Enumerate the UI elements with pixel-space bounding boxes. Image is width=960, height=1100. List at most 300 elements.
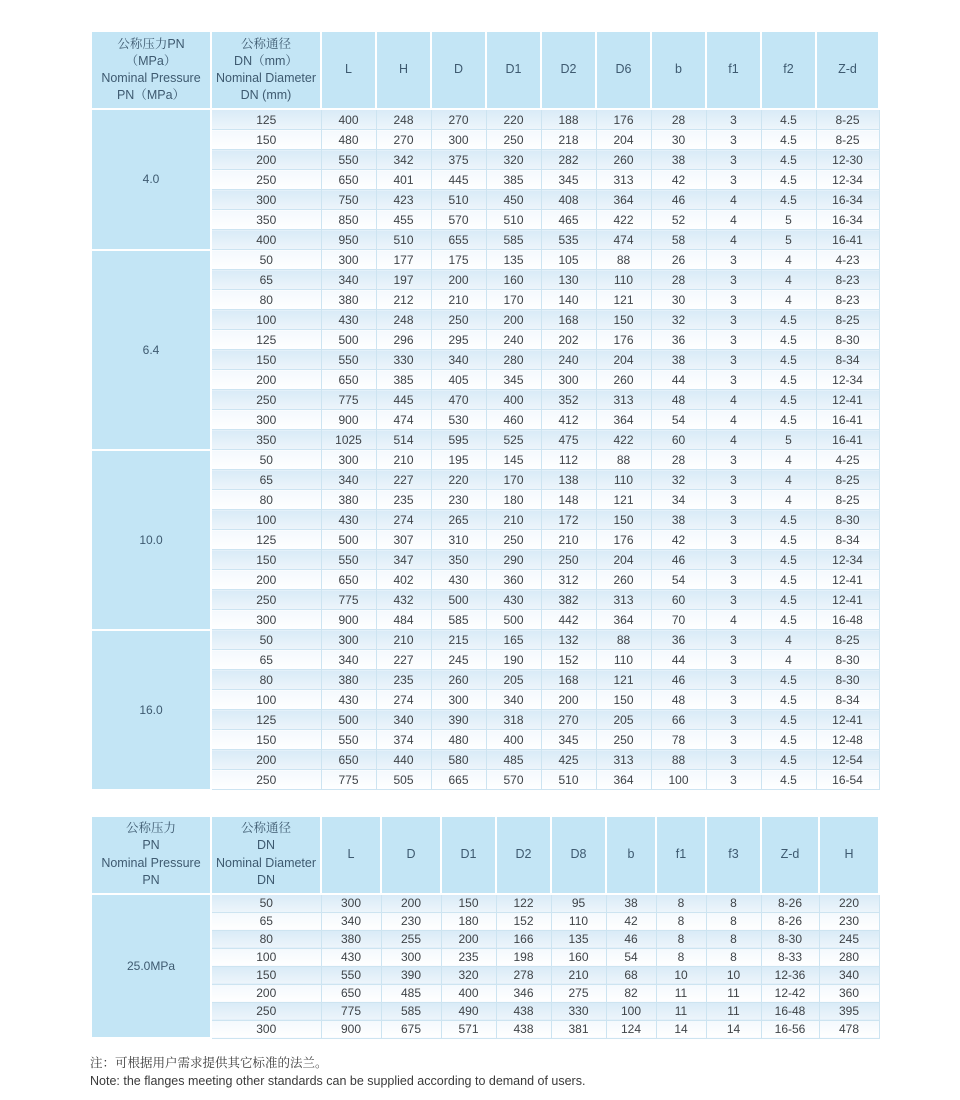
value-cell: 54: [606, 948, 656, 966]
value-cell: 3: [706, 290, 761, 310]
value-cell: 675: [381, 1020, 441, 1038]
value-cell: 346: [496, 984, 551, 1002]
value-cell: 525: [486, 430, 541, 450]
value-cell: 218: [541, 130, 596, 150]
header-line: DN: [256, 872, 276, 887]
value-cell: 16-34: [816, 210, 879, 230]
value-cell: 274: [376, 690, 431, 710]
value-cell: 4.5: [761, 730, 816, 750]
value-cell: 412: [541, 410, 596, 430]
value-cell: 11: [706, 984, 761, 1002]
value-cell: 278: [496, 966, 551, 984]
value-cell: 395: [819, 1002, 879, 1020]
value-cell: 950: [321, 230, 376, 250]
value-cell: 60: [651, 430, 706, 450]
value-cell: 405: [431, 370, 486, 390]
value-cell: 260: [596, 570, 651, 590]
value-cell: 350: [431, 550, 486, 570]
value-cell: 360: [819, 984, 879, 1002]
value-cell: 130: [541, 270, 596, 290]
value-cell: 3: [706, 250, 761, 270]
value-cell: 204: [596, 350, 651, 370]
value-cell: 44: [651, 650, 706, 670]
value-cell: 227: [376, 470, 431, 490]
value-cell: 570: [486, 770, 541, 790]
value-cell: 4.5: [761, 590, 816, 610]
value-cell: 8-23: [816, 290, 879, 310]
value-cell: 140: [541, 290, 596, 310]
value-cell: 3: [706, 470, 761, 490]
value-cell: 58: [651, 230, 706, 250]
value-cell: 30: [651, 130, 706, 150]
dn-cell: 65: [211, 270, 321, 290]
value-cell: 4.5: [761, 510, 816, 530]
value-cell: 11: [656, 984, 706, 1002]
value-cell: 180: [441, 912, 496, 930]
value-cell: 280: [819, 948, 879, 966]
value-cell: 4.5: [761, 170, 816, 190]
value-cell: 595: [431, 430, 486, 450]
diameter-column-header: [211, 31, 321, 109]
header-line: PN: [142, 872, 160, 887]
value-cell: 220: [486, 109, 541, 130]
dn-cell: 150: [211, 550, 321, 570]
value-cell: 478: [819, 1020, 879, 1038]
value-cell: 166: [496, 930, 551, 948]
value-cell: 490: [441, 1002, 496, 1020]
value-cell: 3: [706, 490, 761, 510]
value-cell: 270: [431, 109, 486, 130]
value-cell: 3: [706, 770, 761, 790]
value-cell: 430: [486, 590, 541, 610]
value-cell: 16-41: [816, 410, 879, 430]
value-cell: 775: [321, 390, 376, 410]
value-cell: 535: [541, 230, 596, 250]
value-cell: 442: [541, 610, 596, 630]
value-cell: 122: [496, 894, 551, 913]
column-header-D8: D8: [551, 816, 606, 894]
column-header-D6: D6: [596, 31, 651, 109]
dn-cell: 250: [211, 390, 321, 410]
value-cell: 3: [706, 350, 761, 370]
value-cell: 200: [441, 930, 496, 948]
value-cell: 150: [596, 510, 651, 530]
value-cell: 385: [486, 170, 541, 190]
column-header-D: D: [381, 816, 441, 894]
value-cell: 68: [606, 966, 656, 984]
value-cell: 318: [486, 710, 541, 730]
value-cell: 3: [706, 590, 761, 610]
diameter-column-header: [211, 816, 321, 894]
dn-cell: 400: [211, 230, 321, 250]
value-cell: 900: [321, 410, 376, 430]
value-cell: 3: [706, 710, 761, 730]
value-cell: 250: [431, 310, 486, 330]
value-cell: 340: [321, 470, 376, 490]
value-cell: 550: [321, 730, 376, 750]
value-cell: 5: [761, 430, 816, 450]
value-cell: 340: [486, 690, 541, 710]
value-cell: 320: [441, 966, 496, 984]
value-cell: 300: [381, 948, 441, 966]
value-cell: 650: [321, 984, 381, 1002]
value-cell: 220: [431, 470, 486, 490]
value-cell: 165: [486, 630, 541, 650]
table-row: [91, 894, 879, 913]
value-cell: 12-36: [761, 966, 819, 984]
value-cell: 312: [541, 570, 596, 590]
value-cell: 390: [431, 710, 486, 730]
value-cell: 430: [321, 690, 376, 710]
value-cell: 340: [376, 710, 431, 730]
table-row: [91, 450, 879, 470]
pressure-group-cell: 25.0MPa: [91, 894, 211, 1039]
value-cell: 340: [321, 270, 376, 290]
value-cell: 4: [761, 290, 816, 310]
value-cell: 3: [706, 690, 761, 710]
value-cell: 100: [651, 770, 706, 790]
value-cell: 8-34: [816, 350, 879, 370]
value-cell: 4: [706, 230, 761, 250]
column-header-D2: D2: [541, 31, 596, 109]
value-cell: 145: [486, 450, 541, 470]
value-cell: 12-34: [816, 550, 879, 570]
value-cell: 460: [486, 410, 541, 430]
value-cell: 585: [486, 230, 541, 250]
value-cell: 12-42: [761, 984, 819, 1002]
value-cell: 4.5: [761, 330, 816, 350]
value-cell: 95: [551, 894, 606, 913]
value-cell: 88: [596, 250, 651, 270]
value-cell: 342: [376, 150, 431, 170]
value-cell: 121: [596, 670, 651, 690]
footnote: [90, 1054, 878, 1090]
value-cell: 4: [761, 630, 816, 650]
value-cell: 585: [431, 610, 486, 630]
value-cell: 500: [321, 530, 376, 550]
table-row: [91, 250, 879, 270]
dn-cell: 150: [211, 130, 321, 150]
value-cell: 48: [651, 390, 706, 410]
table-row: [91, 109, 879, 130]
value-cell: 3: [706, 330, 761, 350]
value-cell: 4-23: [816, 250, 879, 270]
value-cell: 4.5: [761, 570, 816, 590]
column-header-L: L: [321, 31, 376, 109]
value-cell: 4: [761, 490, 816, 510]
value-cell: 340: [321, 912, 381, 930]
value-cell: 110: [596, 650, 651, 670]
pressure-column-header: [91, 816, 211, 894]
value-cell: 475: [541, 430, 596, 450]
value-cell: 26: [651, 250, 706, 270]
value-cell: 4.5: [761, 350, 816, 370]
value-cell: 42: [651, 170, 706, 190]
value-cell: 138: [541, 470, 596, 490]
value-cell: 5: [761, 210, 816, 230]
value-cell: 28: [651, 270, 706, 290]
value-cell: 3: [706, 109, 761, 130]
value-cell: 88: [596, 450, 651, 470]
value-cell: 235: [376, 490, 431, 510]
value-cell: 571: [441, 1020, 496, 1038]
value-cell: 655: [431, 230, 486, 250]
value-cell: 195: [431, 450, 486, 470]
value-cell: 380: [321, 490, 376, 510]
value-cell: 8-30: [816, 670, 879, 690]
value-cell: 3: [706, 130, 761, 150]
value-cell: 46: [606, 930, 656, 948]
value-cell: 3: [706, 650, 761, 670]
dn-cell: 50: [211, 250, 321, 270]
value-cell: 10: [706, 966, 761, 984]
value-cell: 170: [486, 470, 541, 490]
table-row: [91, 630, 879, 650]
value-cell: 422: [596, 430, 651, 450]
dn-cell: 125: [211, 710, 321, 730]
value-cell: 34: [651, 490, 706, 510]
value-cell: 484: [376, 610, 431, 630]
value-cell: 296: [376, 330, 431, 350]
header-line: 公称通径: [240, 36, 291, 51]
dn-cell: 100: [211, 310, 321, 330]
value-cell: 14: [656, 1020, 706, 1038]
value-cell: 300: [431, 690, 486, 710]
value-cell: 347: [376, 550, 431, 570]
value-cell: 313: [596, 390, 651, 410]
value-cell: 46: [651, 190, 706, 210]
value-cell: 650: [321, 370, 376, 390]
column-header-D1: D1: [441, 816, 496, 894]
footnote-chinese: 注：可根据用户需求提供其它标准的法兰。: [90, 1056, 328, 1070]
value-cell: 230: [819, 912, 879, 930]
value-cell: 8-23: [816, 270, 879, 290]
value-cell: 8: [656, 948, 706, 966]
value-cell: 250: [596, 730, 651, 750]
value-cell: 438: [496, 1002, 551, 1020]
value-cell: 364: [596, 770, 651, 790]
value-cell: 36: [651, 630, 706, 650]
value-cell: 570: [431, 210, 486, 230]
dn-cell: 200: [211, 570, 321, 590]
value-cell: 485: [486, 750, 541, 770]
value-cell: 3: [706, 670, 761, 690]
value-cell: 38: [651, 510, 706, 530]
value-cell: 8: [706, 948, 761, 966]
value-cell: 16-34: [816, 190, 879, 210]
value-cell: 105: [541, 250, 596, 270]
value-cell: 510: [541, 770, 596, 790]
value-cell: 381: [551, 1020, 606, 1038]
value-cell: 300: [321, 250, 376, 270]
value-cell: 54: [651, 410, 706, 430]
dn-cell: 150: [211, 966, 321, 984]
value-cell: 210: [551, 966, 606, 984]
value-cell: 390: [381, 966, 441, 984]
value-cell: 270: [376, 130, 431, 150]
column-header-D: D: [431, 31, 486, 109]
value-cell: 46: [651, 670, 706, 690]
dn-cell: 80: [211, 490, 321, 510]
flange-dimension-table-2: [90, 815, 880, 1040]
value-cell: 650: [321, 570, 376, 590]
value-cell: 3: [706, 750, 761, 770]
value-cell: 176: [596, 530, 651, 550]
value-cell: 180: [486, 490, 541, 510]
column-header-f1: f1: [706, 31, 761, 109]
value-cell: 190: [486, 650, 541, 670]
value-cell: 3: [706, 570, 761, 590]
value-cell: 12-34: [816, 170, 879, 190]
header-line: Nominal Diameter: [215, 855, 317, 870]
footnote-english: Note: the flanges meeting other standards can be supplied according to demand of users.: [90, 1074, 586, 1089]
value-cell: 11: [706, 1002, 761, 1020]
value-cell: 175: [431, 250, 486, 270]
value-cell: 168: [541, 670, 596, 690]
value-cell: 585: [381, 1002, 441, 1020]
value-cell: 202: [541, 330, 596, 350]
value-cell: 374: [376, 730, 431, 750]
value-cell: 330: [551, 1002, 606, 1020]
value-cell: 445: [376, 390, 431, 410]
value-cell: 135: [551, 930, 606, 948]
value-cell: 530: [431, 410, 486, 430]
pressure-column-header: [91, 31, 211, 109]
value-cell: 245: [431, 650, 486, 670]
header-line: （MPa）: [125, 53, 177, 68]
value-cell: 148: [541, 490, 596, 510]
value-cell: 28: [651, 109, 706, 130]
value-cell: 380: [321, 670, 376, 690]
value-cell: 255: [381, 930, 441, 948]
value-cell: 212: [376, 290, 431, 310]
dn-cell: 150: [211, 730, 321, 750]
value-cell: 295: [431, 330, 486, 350]
value-cell: 100: [606, 1002, 656, 1020]
value-cell: 8-25: [816, 630, 879, 650]
value-cell: 48: [651, 690, 706, 710]
value-cell: 16-48: [816, 610, 879, 630]
value-cell: 248: [376, 310, 431, 330]
dn-cell: 50: [211, 630, 321, 650]
header-line: Nominal Pressure: [101, 855, 201, 870]
value-cell: 380: [321, 290, 376, 310]
value-cell: 52: [651, 210, 706, 230]
value-cell: 500: [431, 590, 486, 610]
dn-cell: 100: [211, 948, 321, 966]
dn-cell: 65: [211, 470, 321, 490]
value-cell: 775: [321, 1002, 381, 1020]
value-cell: 28: [651, 450, 706, 470]
value-cell: 505: [376, 770, 431, 790]
value-cell: 340: [819, 966, 879, 984]
value-cell: 66: [651, 710, 706, 730]
dn-cell: 300: [211, 610, 321, 630]
header-line: 公称通径: [240, 821, 291, 835]
value-cell: 200: [541, 690, 596, 710]
value-cell: 205: [596, 710, 651, 730]
header-line: DN: [256, 838, 276, 853]
header-line: 公称压力PN: [117, 36, 185, 51]
value-cell: 250: [541, 550, 596, 570]
value-cell: 440: [376, 750, 431, 770]
value-cell: 16-41: [816, 230, 879, 250]
value-cell: 200: [486, 310, 541, 330]
column-header-Z-d: Z-d: [816, 31, 879, 109]
column-header-D1: D1: [486, 31, 541, 109]
flange-dimension-table-1: [90, 30, 880, 791]
value-cell: 3: [706, 730, 761, 750]
header-line: Nominal Pressure: [101, 71, 201, 85]
value-cell: 364: [596, 610, 651, 630]
value-cell: 4.5: [761, 390, 816, 410]
value-cell: 150: [441, 894, 496, 913]
header-line: PN（MPa）: [116, 88, 186, 103]
pressure-group-cell: 6.4: [91, 250, 211, 450]
value-cell: 8-33: [761, 948, 819, 966]
value-cell: 4.5: [761, 150, 816, 170]
value-cell: 16-48: [761, 1002, 819, 1020]
value-cell: 8-34: [816, 530, 879, 550]
value-cell: 514: [376, 430, 431, 450]
value-cell: 375: [431, 150, 486, 170]
header-line: DN (mm): [240, 88, 292, 103]
value-cell: 265: [431, 510, 486, 530]
value-cell: 198: [496, 948, 551, 966]
column-header-b: b: [606, 816, 656, 894]
value-cell: 160: [486, 270, 541, 290]
value-cell: 3: [706, 530, 761, 550]
value-cell: 177: [376, 250, 431, 270]
column-header-D2: D2: [496, 816, 551, 894]
pressure-group-cell: 16.0: [91, 630, 211, 790]
value-cell: 12-54: [816, 750, 879, 770]
header-line: Nominal Diameter: [215, 71, 317, 85]
value-cell: 88: [596, 630, 651, 650]
value-cell: 345: [486, 370, 541, 390]
value-cell: 204: [596, 550, 651, 570]
dn-cell: 200: [211, 750, 321, 770]
value-cell: 550: [321, 150, 376, 170]
value-cell: 11: [656, 1002, 706, 1020]
value-cell: 4.5: [761, 130, 816, 150]
value-cell: 4: [706, 410, 761, 430]
value-cell: 438: [496, 1020, 551, 1038]
value-cell: 275: [551, 984, 606, 1002]
value-cell: 121: [596, 290, 651, 310]
dn-cell: 350: [211, 210, 321, 230]
value-cell: 44: [651, 370, 706, 390]
value-cell: 78: [651, 730, 706, 750]
value-cell: 121: [596, 490, 651, 510]
value-cell: 168: [541, 310, 596, 330]
value-cell: 4: [761, 650, 816, 670]
value-cell: 152: [496, 912, 551, 930]
dn-cell: 50: [211, 450, 321, 470]
dn-cell: 125: [211, 530, 321, 550]
value-cell: 422: [596, 210, 651, 230]
value-cell: 474: [596, 230, 651, 250]
value-cell: 235: [441, 948, 496, 966]
value-cell: 345: [541, 170, 596, 190]
value-cell: 313: [596, 750, 651, 770]
dn-cell: 300: [211, 190, 321, 210]
value-cell: 150: [596, 690, 651, 710]
value-cell: 170: [486, 290, 541, 310]
header-line: DN（mm）: [234, 53, 298, 68]
value-cell: 8: [706, 930, 761, 948]
value-cell: 250: [486, 130, 541, 150]
